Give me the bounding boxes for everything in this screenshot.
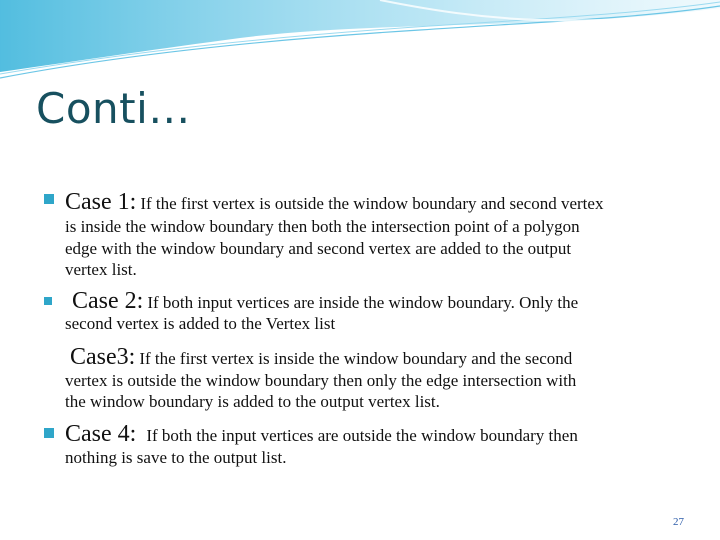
case-text-line: If both input vertices are inside the window boundary. Only the — [147, 293, 579, 312]
bullet-icon — [44, 194, 54, 204]
case-text-line: If the first vertex is outside the window boundary and second vertex — [140, 194, 604, 213]
case-heading: Case 1: — [65, 189, 137, 215]
page-number: 27 — [673, 516, 684, 528]
case-heading: Case3: — [70, 344, 136, 370]
bullet-icon — [44, 297, 52, 305]
case-text-line: edge with the window boundary and second vertex are added to the output — [65, 239, 572, 258]
slide-title: Conti… — [36, 84, 191, 133]
case-text-line: vertex is outside the window boundary then only the edge intersection with — [65, 371, 577, 390]
wave-decoration — [0, 0, 720, 90]
case-text-line: If both the input vertices are outside the window boundary then — [146, 426, 578, 445]
case-heading: Case 2: — [72, 288, 144, 314]
case-text-line: vertex list. — [65, 260, 137, 279]
case-heading: Case 4: — [65, 421, 137, 447]
case-text-line: is inside the window boundary then both the intersection point of a polygon — [65, 217, 580, 236]
case-text-line: If the first vertex is inside the window boundary and the second — [139, 349, 573, 368]
case-text-line: nothing is save to the output list. — [65, 448, 287, 467]
bullet-icon — [44, 428, 54, 438]
case-text-line: the window boundary is added to the output vertex list. — [65, 392, 440, 411]
case-text-line: second vertex is added to the Vertex list — [65, 314, 336, 333]
